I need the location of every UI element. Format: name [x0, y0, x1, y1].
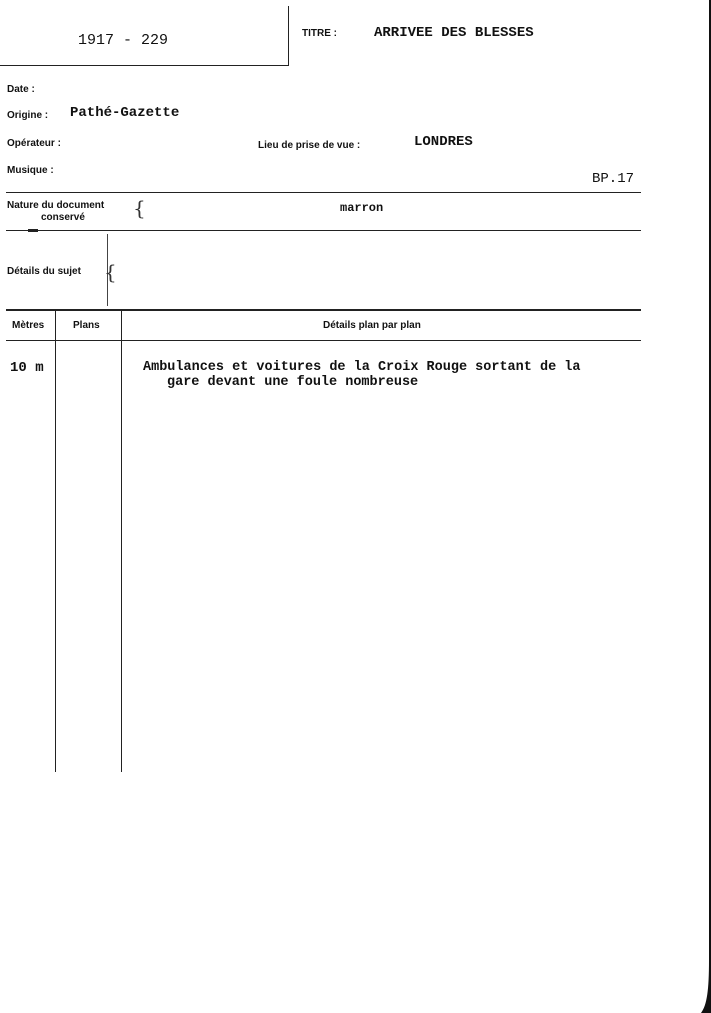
header-box-right-border: [288, 6, 289, 66]
nature-top-rule: [6, 192, 641, 193]
operateur-label: Opérateur :: [7, 138, 61, 149]
origine-label: Origine :: [7, 110, 49, 121]
column-header-details: Détails plan par plan: [323, 320, 421, 331]
column-header-plans: Plans: [73, 320, 100, 331]
header-box-bottom-border: [0, 65, 289, 66]
archive-code: BP.17: [592, 171, 635, 187]
reference-number: 1917 - 229: [78, 32, 169, 49]
table-header-rule: [6, 340, 641, 341]
musique-label: Musique :: [7, 165, 54, 176]
table-top-rule: [6, 309, 641, 311]
column-header-metres: Mètres: [12, 320, 45, 331]
table-row-details-line2: gare devant une foule nombreuse: [167, 375, 419, 390]
page-edge-shadow: [701, 0, 711, 1013]
titre-label: TITRE :: [302, 28, 337, 39]
nature-label-line2: conservé: [41, 212, 85, 223]
details-sujet-label: Détails du sujet: [7, 266, 81, 277]
nature-bottom-rule: [6, 230, 641, 231]
details-sujet-brace: {: [104, 260, 117, 284]
table-row-details-line1: Ambulances et voitures de la Croix Rouge sortant de la: [143, 360, 581, 375]
date-label: Date :: [7, 84, 35, 95]
nature-value: marron: [340, 201, 384, 215]
titre-value: ARRIVEE DES BLESSES: [374, 25, 534, 41]
origine-value: Pathé-Gazette: [70, 105, 180, 121]
table-row-metres: 10 m: [10, 360, 44, 376]
table-column-divider-2: [121, 310, 122, 772]
table-column-divider-1: [55, 310, 56, 772]
nature-brace: {: [133, 196, 146, 220]
tick-mark: [28, 229, 38, 232]
nature-label-line1: Nature du document: [7, 200, 105, 211]
lieu-label: Lieu de prise de vue :: [258, 140, 361, 151]
lieu-value: LONDRES: [414, 134, 473, 150]
